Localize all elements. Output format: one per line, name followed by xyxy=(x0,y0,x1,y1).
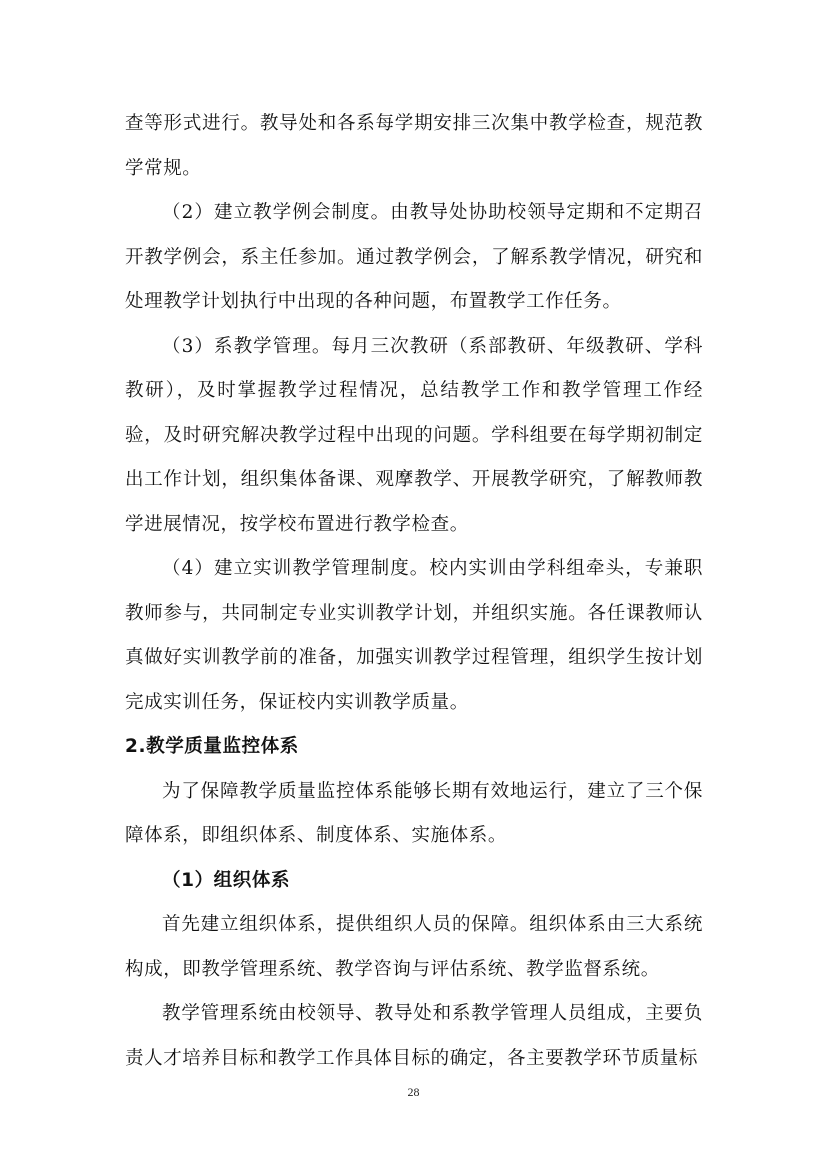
paragraph-training-management: （4）建立实训教学管理制度。校内实训由学科组牵头，专兼职教师参与，共同制定专业实训教学计划，并组织实施。各任课教师认真做好实训教学前的准备，加强实训教学过程管理，组织学生按计划完成实训任务，保证校内实训教学质量。 xyxy=(125,558,703,713)
paragraph-organization-system: 首先建立组织体系，提供组织人员的保障。组织体系由三大系统构成，即教学管理系统、教学咨询与评估系统、教学监督系统。 xyxy=(125,914,703,980)
paragraph-inspection: 查等形式进行。教导处和各系每学期安排三次集中教学检查，规范教学常规。 xyxy=(125,113,703,179)
page-number: 28 xyxy=(407,1085,420,1099)
document-body xyxy=(125,102,703,1081)
paragraph-meeting-system: （2）建立教学例会制度。由教导处协助校领导定期和不定期召开教学例会，系主任参加。通过教学例会，了解系教学情况，研究和处理教学计划执行中出现的各种问题，布置教学工作任务。 xyxy=(125,202,703,312)
paragraph-department-management: （3）系教学管理。每月三次教研（系部教研、年级教研、学科教研），及时掌握教学过程情况，总结教学工作和教学管理工作经验，及时研究解决教学过程中出现的问题。学科组要在每学期初制定出工作计划，组织集体备课、观摩教学、开展教学研究，了解教师教学进展情况，按学校布置进行教学检查。 xyxy=(125,335,703,535)
paragraph-management-system: 教学管理系统由校领导、教导处和系教学管理人员组成，主要负责人才培养目标和教学工作具体目标的确定，各主要教学环节质量标 xyxy=(125,1003,703,1069)
section-heading: 2.教学质量监控体系 xyxy=(125,736,299,757)
paragraph-section-intro: 为了保障教学质量监控体系能够长期有效地运行，建立了三个保障体系，即组织体系、制度体系、实施体系。 xyxy=(125,780,703,846)
subheading-organization: （1）组织体系 xyxy=(162,869,291,891)
